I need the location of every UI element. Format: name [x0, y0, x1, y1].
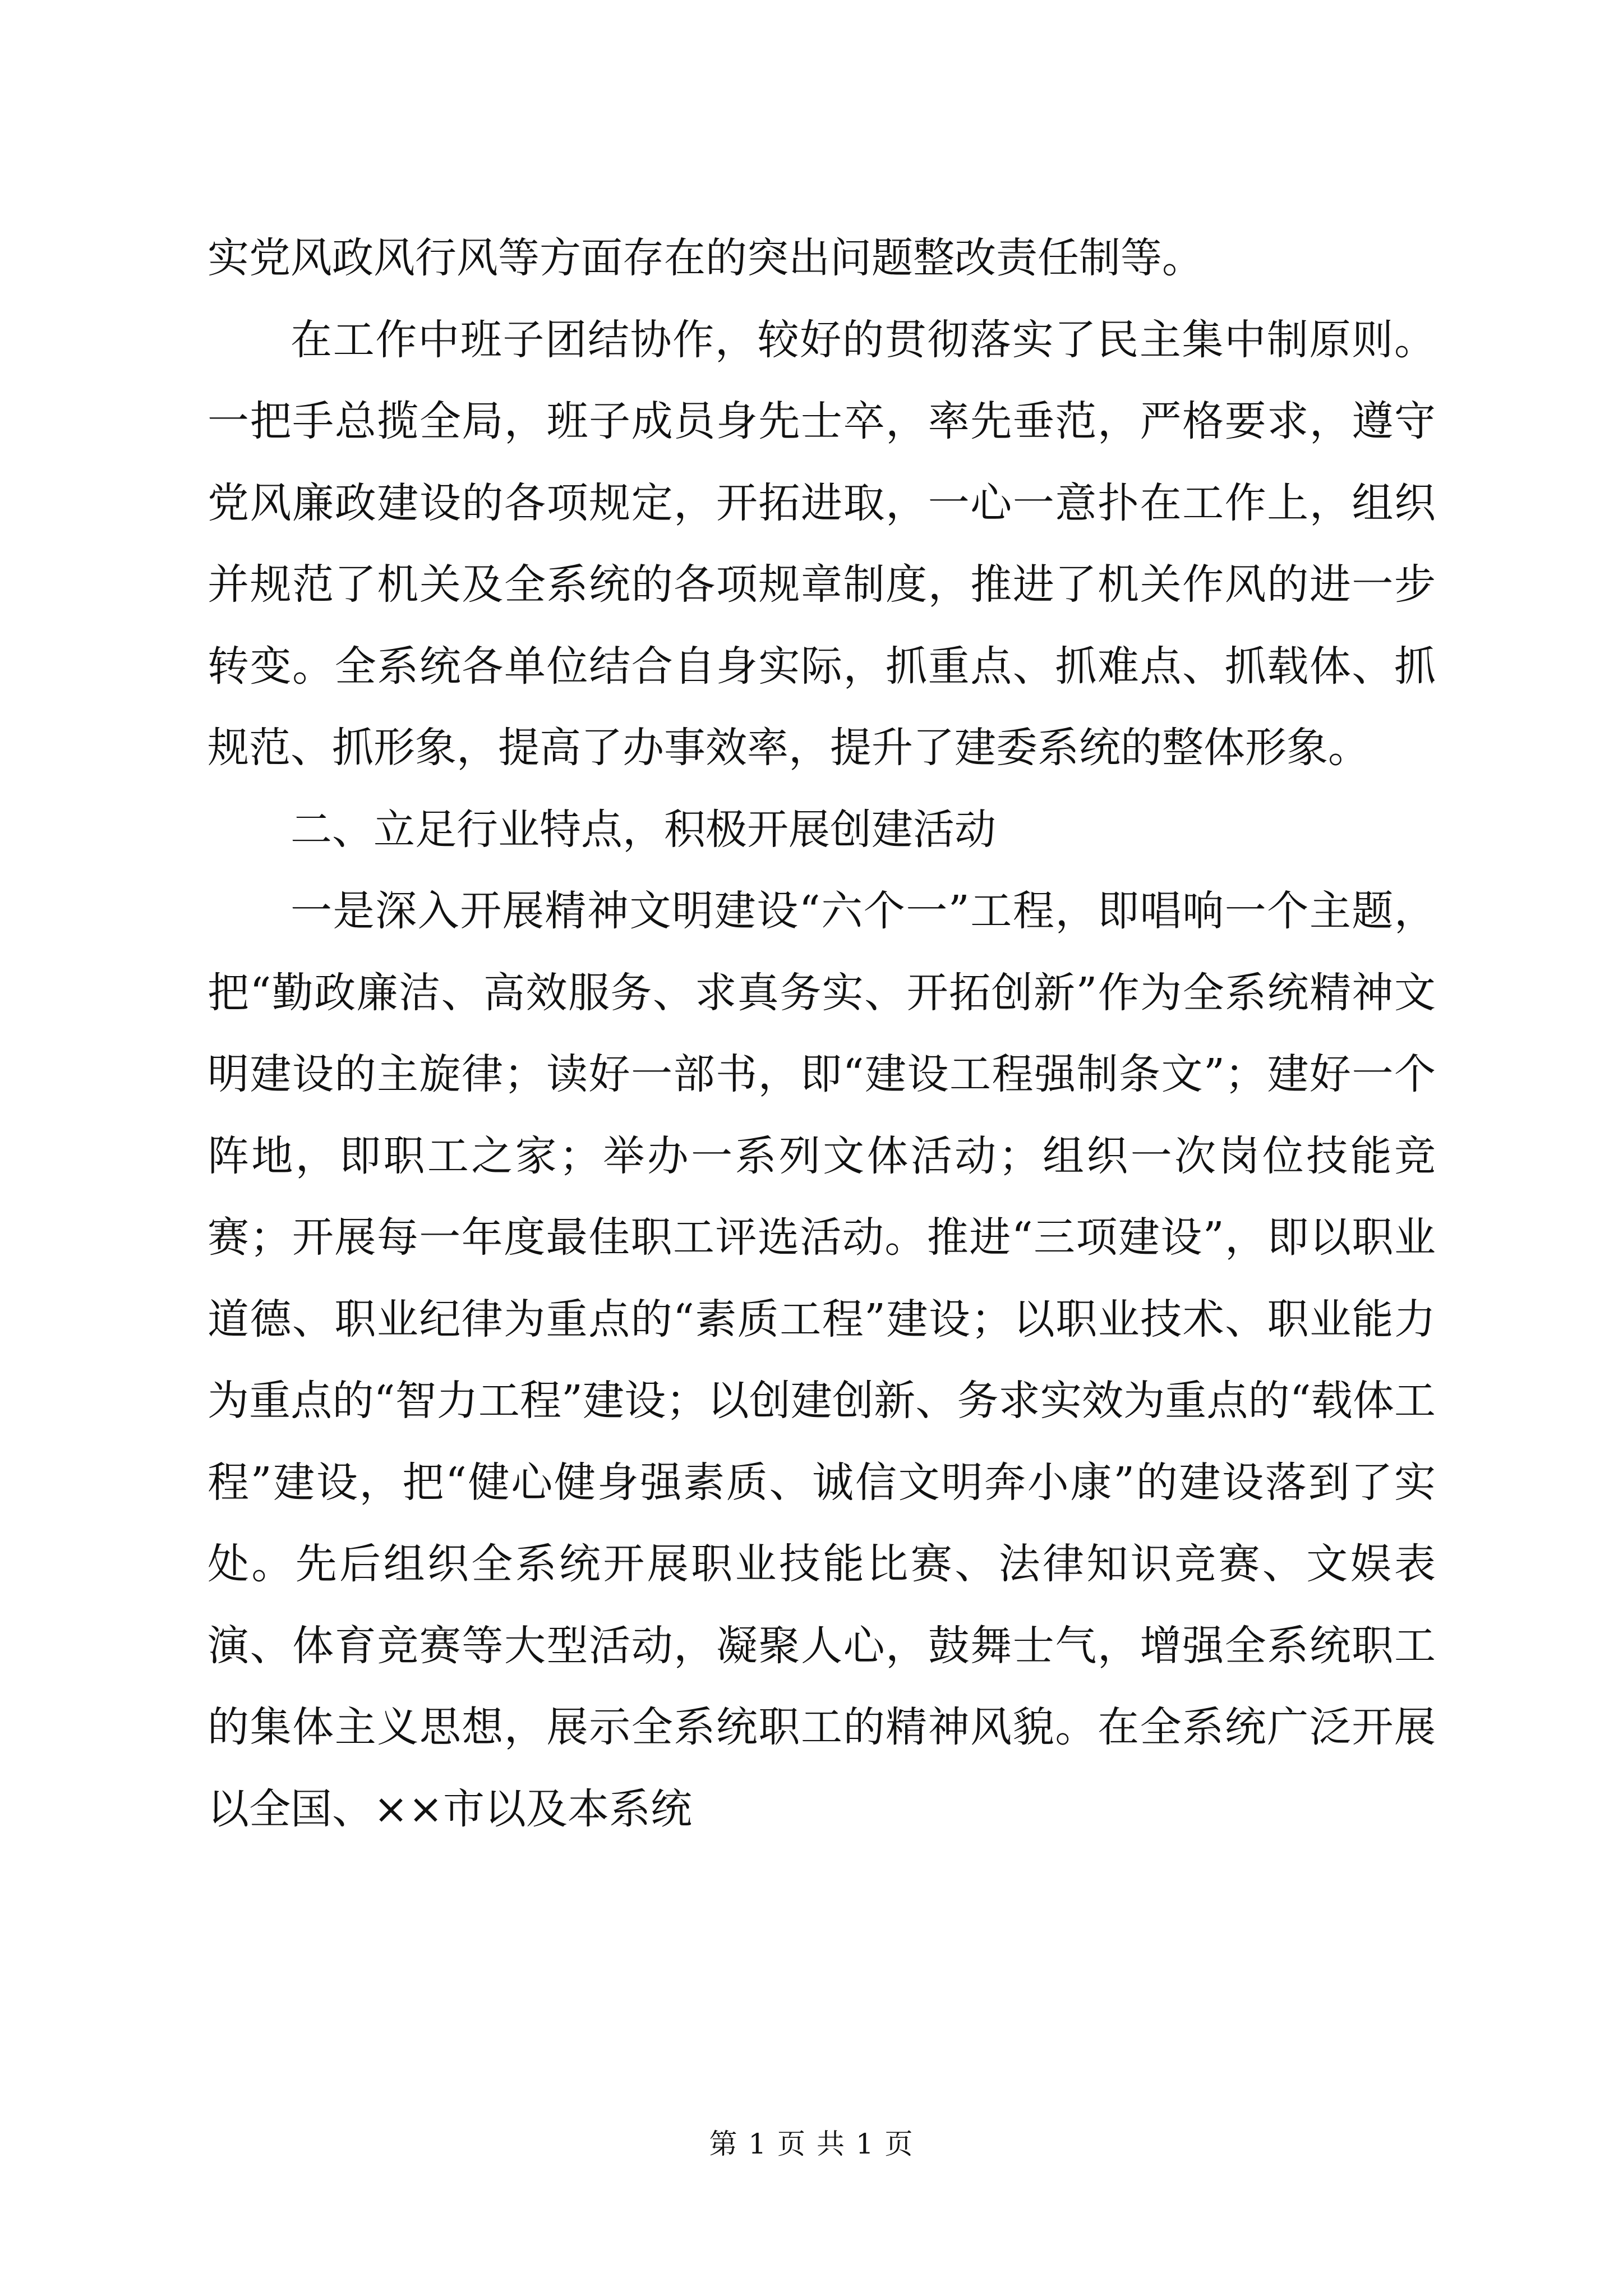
- paragraph-2: 在工作中班子团结协作，较好的贯彻落实了民主集中制原则。一把手总揽全局，班子成员身先士卒，率先垂范，严格要求，遵守党风廉政建设的各项规定，开拓进取，一心一意扑在工作上，组织并规范了机关及全系统的各项规章制度，推进了机关作风的进一步转变。全系统各单位结合自身实际，抓重点、抓难点、抓载体、抓规范、抓形象，提高了办事效率，提升了建委系统的整体形象。: [208, 315, 1436, 772]
- page-footer: [0, 2122, 1623, 2162]
- page-number-label: 第 1 页 共 1 页: [709, 2128, 914, 2160]
- paragraph-3: 一是深入开展精神文明建设“六个一”工程，即唱响一个主题，把“勤政廉洁、高效服务、求真务实、开拓创新”作为全系统精神文明建设的主旋律；读好一部书，即“建设工程强制条文”；建好一个阵地，即职工之家；举办一系列文体活动；组织一次岗位技能竞赛；开展每一年度最佳职工评选活动。推进“三项建设”，即以职业道德、职业纪律为重点的“素质工程”建设；以职业技术、职业能力为重点的“智力工程”建设；以创建创新、务求实效为重点的“载体工程”建设，把“健心健身强素质、诚信文明奔小康”的建设落到了实处。先后组织全系统开展职业技能比赛、法律知识竞赛、文娱表演、体育竞赛等大型活动，凝聚人心，鼓舞士气，增强全系统职工的集体主义思想，展示全系统职工的精神风貌。在全系统广泛开展以全国、××市以及本系统: [208, 887, 1436, 1833]
- document-body: [208, 218, 1436, 1850]
- paragraph-1: 实党风政风行风等方面存在的突出问题整改责任制等。: [208, 234, 1204, 282]
- section-heading-2: 二、立足行业特点，积极开展创建活动: [291, 805, 996, 854]
